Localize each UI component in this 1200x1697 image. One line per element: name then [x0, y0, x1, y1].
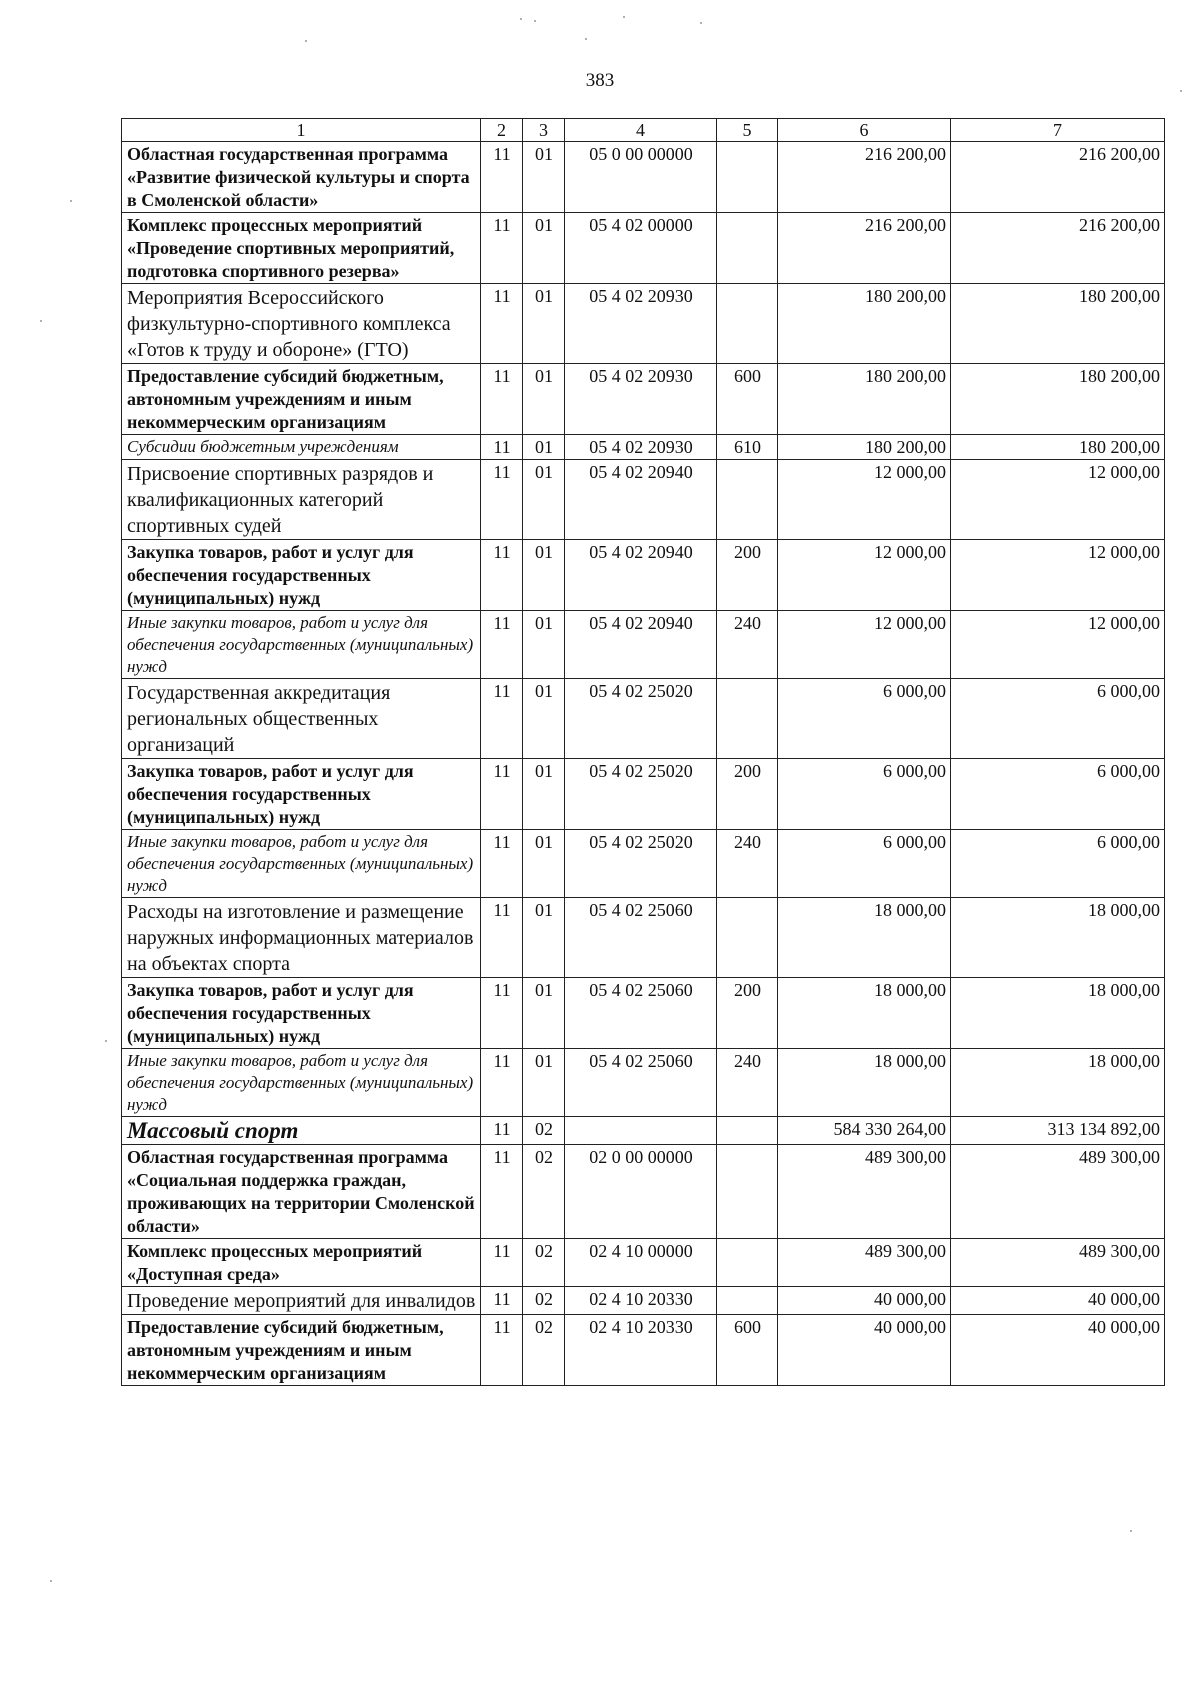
row-target-code: 02 4 10 00000: [565, 1239, 717, 1287]
table-row: [122, 898, 1165, 978]
row-amount-col7: 12 000,00: [951, 611, 1165, 679]
row-name: Иные закупки товаров, работ и услуг для обеспечения государственных (муниципальных) нужд: [122, 830, 481, 898]
row-target-code: 05 4 02 20940: [565, 460, 717, 540]
row-amount-col7: 18 000,00: [951, 978, 1165, 1049]
row-subsection-code: 01: [523, 435, 565, 460]
page-number: 383: [585, 70, 615, 91]
row-expense-type-code: 240: [717, 1049, 778, 1117]
row-name: Закупка товаров, работ и услуг для обеспечения государственных (муниципальных) нужд: [122, 759, 481, 830]
row-expense-type-code: 240: [717, 830, 778, 898]
budget-table: [121, 118, 1165, 1386]
row-section-code: 11: [481, 213, 523, 284]
row-target-code: 05 4 02 20930: [565, 435, 717, 460]
row-amount-col6: 6 000,00: [778, 759, 951, 830]
table-row: [122, 540, 1165, 611]
table-row: [122, 435, 1165, 460]
row-target-code: 05 4 02 25060: [565, 898, 717, 978]
row-target-code: 05 4 02 20940: [565, 611, 717, 679]
row-expense-type-code: 610: [717, 435, 778, 460]
row-subsection-code: 02: [523, 1239, 565, 1287]
row-expense-type-code: [717, 898, 778, 978]
row-section-code: 11: [481, 679, 523, 759]
row-target-code: 02 4 10 20330: [565, 1315, 717, 1386]
row-subsection-code: 01: [523, 759, 565, 830]
row-amount-col7: 18 000,00: [951, 898, 1165, 978]
table-row: [122, 679, 1165, 759]
row-name: Массовый спорт: [122, 1117, 481, 1145]
row-section-code: 11: [481, 978, 523, 1049]
row-name: Присвоение спортивных разрядов и квалификационных категорий спортивных судей: [122, 460, 481, 540]
row-amount-col7: 180 200,00: [951, 364, 1165, 435]
header-col-4: 4: [565, 119, 717, 142]
header-row: [122, 119, 1165, 142]
row-expense-type-code: 240: [717, 611, 778, 679]
row-amount-col6: 18 000,00: [778, 978, 951, 1049]
row-amount-col6: 180 200,00: [778, 435, 951, 460]
row-target-code: 05 4 02 25060: [565, 1049, 717, 1117]
row-target-code: 05 4 02 25020: [565, 679, 717, 759]
row-section-code: 11: [481, 830, 523, 898]
row-target-code: 05 0 00 00000: [565, 142, 717, 213]
row-expense-type-code: [717, 142, 778, 213]
row-subsection-code: 01: [523, 898, 565, 978]
row-section-code: 11: [481, 364, 523, 435]
row-name: Предоставление субсидий бюджетным, автономным учреждениям и иным некоммерческим организациям: [122, 364, 481, 435]
row-name: Иные закупки товаров, работ и услуг для обеспечения государственных (муниципальных) нужд: [122, 611, 481, 679]
row-subsection-code: 01: [523, 213, 565, 284]
row-expense-type-code: [717, 284, 778, 364]
row-section-code: 11: [481, 898, 523, 978]
header-col-3: 3: [523, 119, 565, 142]
row-name: Расходы на изготовление и размещение наружных информационных материалов на объектах спорта: [122, 898, 481, 978]
row-name: Субсидии бюджетным учреждениям: [122, 435, 481, 460]
row-expense-type-code: 600: [717, 364, 778, 435]
row-target-code: 05 4 02 25020: [565, 830, 717, 898]
row-amount-col6: 40 000,00: [778, 1315, 951, 1386]
row-name: Проведение мероприятий для инвалидов: [122, 1287, 481, 1315]
row-amount-col6: 12 000,00: [778, 540, 951, 611]
row-section-code: 11: [481, 435, 523, 460]
table-row: [122, 142, 1165, 213]
header-col-2: 2: [481, 119, 523, 142]
row-expense-type-code: [717, 1117, 778, 1145]
row-section-code: 11: [481, 1239, 523, 1287]
row-amount-col7: 18 000,00: [951, 1049, 1165, 1117]
row-target-code: 02 0 00 00000: [565, 1145, 717, 1239]
row-amount-col7: 180 200,00: [951, 435, 1165, 460]
table-body: [122, 142, 1165, 1386]
row-expense-type-code: [717, 213, 778, 284]
row-subsection-code: 02: [523, 1315, 565, 1386]
table-row: [122, 1315, 1165, 1386]
row-section-code: 11: [481, 284, 523, 364]
row-name: Мероприятия Всероссийского физкультурно-спортивного комплекса «Готов к труду и обороне» (ГТО): [122, 284, 481, 364]
row-amount-col7: 40 000,00: [951, 1315, 1165, 1386]
row-amount-col6: 12 000,00: [778, 460, 951, 540]
row-name: Закупка товаров, работ и услуг для обеспечения государственных (муниципальных) нужд: [122, 540, 481, 611]
row-expense-type-code: [717, 679, 778, 759]
table-row: [122, 284, 1165, 364]
row-name: Государственная аккредитация региональных общественных организаций: [122, 679, 481, 759]
row-section-code: 11: [481, 1049, 523, 1117]
row-subsection-code: 01: [523, 142, 565, 213]
row-section-code: 11: [481, 611, 523, 679]
row-subsection-code: 01: [523, 364, 565, 435]
header-col-5: 5: [717, 119, 778, 142]
table-row: [122, 1117, 1165, 1145]
row-amount-col6: 6 000,00: [778, 830, 951, 898]
row-name: Комплекс процессных мероприятий «Проведение спортивных мероприятий, подготовка спортивного резерва»: [122, 213, 481, 284]
table-row: [122, 611, 1165, 679]
row-amount-col6: 180 200,00: [778, 284, 951, 364]
row-expense-type-code: [717, 1287, 778, 1315]
row-amount-col7: 6 000,00: [951, 759, 1165, 830]
row-subsection-code: 01: [523, 1049, 565, 1117]
row-subsection-code: 01: [523, 284, 565, 364]
table-row: [122, 1287, 1165, 1315]
row-amount-col6: 18 000,00: [778, 898, 951, 978]
row-amount-col6: 180 200,00: [778, 364, 951, 435]
row-amount-col7: 6 000,00: [951, 679, 1165, 759]
row-expense-type-code: 200: [717, 978, 778, 1049]
row-amount-col6: 18 000,00: [778, 1049, 951, 1117]
row-expense-type-code: 200: [717, 759, 778, 830]
row-target-code: 05 4 02 20930: [565, 364, 717, 435]
row-section-code: 11: [481, 1315, 523, 1386]
row-target-code: 05 4 02 25020: [565, 759, 717, 830]
header-col-6: 6: [778, 119, 951, 142]
row-amount-col7: 180 200,00: [951, 284, 1165, 364]
row-section-code: 11: [481, 1287, 523, 1315]
row-section-code: 11: [481, 142, 523, 213]
row-section-code: 11: [481, 1117, 523, 1145]
table-row: [122, 1239, 1165, 1287]
row-subsection-code: 01: [523, 830, 565, 898]
row-expense-type-code: [717, 1145, 778, 1239]
row-subsection-code: 01: [523, 679, 565, 759]
row-amount-col7: 40 000,00: [951, 1287, 1165, 1315]
row-subsection-code: 01: [523, 978, 565, 1049]
table-row: [122, 759, 1165, 830]
row-section-code: 11: [481, 460, 523, 540]
table-row: [122, 460, 1165, 540]
row-expense-type-code: 200: [717, 540, 778, 611]
row-target-code: [565, 1117, 717, 1145]
row-amount-col7: 489 300,00: [951, 1145, 1165, 1239]
row-subsection-code: 02: [523, 1287, 565, 1315]
row-amount-col6: 216 200,00: [778, 142, 951, 213]
row-expense-type-code: [717, 460, 778, 540]
row-name: Закупка товаров, работ и услуг для обеспечения государственных (муниципальных) нужд: [122, 978, 481, 1049]
row-subsection-code: 01: [523, 611, 565, 679]
table-row: [122, 1049, 1165, 1117]
row-amount-col6: 12 000,00: [778, 611, 951, 679]
table-row: [122, 978, 1165, 1049]
row-target-code: 05 4 02 25060: [565, 978, 717, 1049]
row-amount-col7: 489 300,00: [951, 1239, 1165, 1287]
row-name: Иные закупки товаров, работ и услуг для обеспечения государственных (муниципальных) нужд: [122, 1049, 481, 1117]
row-amount-col7: 313 134 892,00: [951, 1117, 1165, 1145]
row-expense-type-code: [717, 1239, 778, 1287]
row-amount-col6: 489 300,00: [778, 1239, 951, 1287]
row-section-code: 11: [481, 540, 523, 611]
row-amount-col6: 6 000,00: [778, 679, 951, 759]
row-amount-col6: 584 330 264,00: [778, 1117, 951, 1145]
header-col-7: 7: [951, 119, 1165, 142]
table-row: [122, 213, 1165, 284]
row-amount-col7: 216 200,00: [951, 213, 1165, 284]
row-subsection-code: 01: [523, 540, 565, 611]
row-target-code: 05 4 02 20940: [565, 540, 717, 611]
header-col-1: 1: [122, 119, 481, 142]
row-target-code: 02 4 10 20330: [565, 1287, 717, 1315]
row-target-code: 05 4 02 00000: [565, 213, 717, 284]
row-amount-col7: 12 000,00: [951, 540, 1165, 611]
table-row: [122, 830, 1165, 898]
row-subsection-code: 02: [523, 1145, 565, 1239]
row-target-code: 05 4 02 20930: [565, 284, 717, 364]
row-subsection-code: 02: [523, 1117, 565, 1145]
row-amount-col7: 12 000,00: [951, 460, 1165, 540]
row-name: Предоставление субсидий бюджетным, автономным учреждениям и иным некоммерческим организациям: [122, 1315, 481, 1386]
row-amount-col7: 216 200,00: [951, 142, 1165, 213]
row-section-code: 11: [481, 759, 523, 830]
row-amount-col6: 40 000,00: [778, 1287, 951, 1315]
row-subsection-code: 01: [523, 460, 565, 540]
row-name: Комплекс процессных мероприятий «Доступная среда»: [122, 1239, 481, 1287]
table-row: [122, 364, 1165, 435]
row-amount-col6: 489 300,00: [778, 1145, 951, 1239]
row-name: Областная государственная программа «Социальная поддержка граждан, проживающих на территории Смоленской области»: [122, 1145, 481, 1239]
row-amount-col6: 216 200,00: [778, 213, 951, 284]
row-expense-type-code: 600: [717, 1315, 778, 1386]
row-amount-col7: 6 000,00: [951, 830, 1165, 898]
table-row: [122, 1145, 1165, 1239]
row-name: Областная государственная программа «Развитие физической культуры и спорта в Смоленской области»: [122, 142, 481, 213]
row-section-code: 11: [481, 1145, 523, 1239]
